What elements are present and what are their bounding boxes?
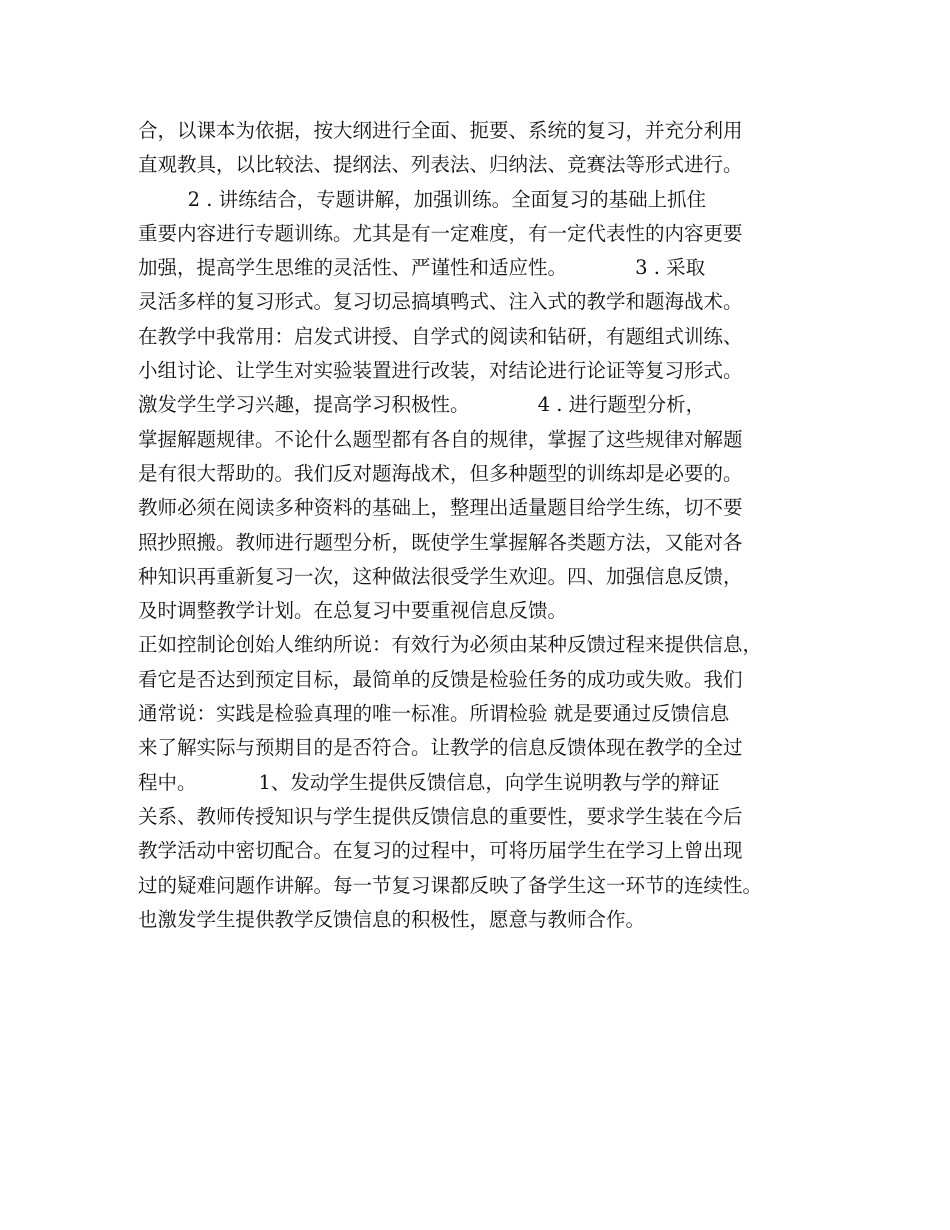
text-line: 正如控制论创始人维纳所说：有效行为必须由某种反馈过程来提供信息， bbox=[138, 633, 763, 657]
text-line: 过的疑难问题作讲解。每一节复习课都反映了备学生这一环节的连续性。 bbox=[138, 873, 763, 897]
text-line: 直观教具，以比较法、提纲法、列表法、归纳法、竞赛法等形式进行。 bbox=[138, 153, 743, 177]
text-line: 重要内容进行专题训练。尤其是有一定难度，有一定代表性的内容更要 bbox=[138, 221, 743, 245]
text-line: 种知识再重新复习一次，这种做法很受学生欢迎。四、加强信息反馈， bbox=[138, 564, 743, 588]
text-line: 及时调整教学计划。在总复习中要重视信息反馈。 bbox=[138, 599, 568, 623]
text-line: 教师必须在阅读多种资料的基础上，整理出适量题目给学生练，切不要 bbox=[138, 496, 743, 520]
text-line: 灵活多样的复习形式。复习切忌搞填鸭式、注入式的教学和题海战术。 bbox=[138, 290, 743, 314]
text-line: 激发学生学习兴趣，提高学习积极性。 4 . 进行题型分析， bbox=[138, 393, 706, 417]
body-text bbox=[138, 114, 838, 937]
text-line: 教学活动中密切配合。在复习的过程中，可将历届学生在学习上曾出现 bbox=[138, 839, 743, 863]
text-line: 2 . 讲练结合，专题讲解，加强训练。全面复习的基础上抓住 bbox=[138, 187, 707, 211]
text-line: 来了解实际与预期目的是否符合。让教学的信息反馈体现在教学的全过 bbox=[138, 736, 743, 760]
text-line: 也激发学生提供教学反馈信息的积极性，愿意与教师合作。 bbox=[138, 907, 646, 931]
text-line: 是有很大帮助的。我们反对题海战术，但多种题型的训练却是必要的。 bbox=[138, 461, 743, 485]
text-line: 照抄照搬。教师进行题型分析，既使学生掌握解各类题方法，又能对各 bbox=[138, 530, 743, 554]
text-line: 关系、教师传授知识与学生提供反馈信息的重要性，要求学生装在今后 bbox=[138, 804, 743, 828]
text-line: 通常说：实践是检验真理的唯一标准。所谓检验 就是要通过反馈信息 bbox=[138, 702, 730, 726]
text-line: 加强，提高学生思维的灵活性、严谨性和适应性。 3 . 采取 bbox=[138, 256, 706, 280]
text-line: 合，以课本为依据，按大纲进行全面、扼要、系统的复习，并充分利用 bbox=[138, 119, 743, 142]
text-line: 掌握解题规律。不论什么题型都有各自的规律，掌握了这些规律对解题 bbox=[138, 427, 743, 451]
text-line: 看它是否达到预定目标，最简单的反馈是检验任务的成功或失败。我们 bbox=[138, 667, 743, 691]
text-line: 小组讨论、让学生对实验装置进行改装，对结论进行论证等复习形式。 bbox=[138, 359, 743, 383]
text-line: 程中。 1、发动学生提供反馈信息，向学生说明教与学的辩证 bbox=[138, 770, 720, 794]
text-line: 在教学中我常用：启发式讲授、自学式的阅读和钻研，有题组式训练、 bbox=[138, 324, 743, 348]
